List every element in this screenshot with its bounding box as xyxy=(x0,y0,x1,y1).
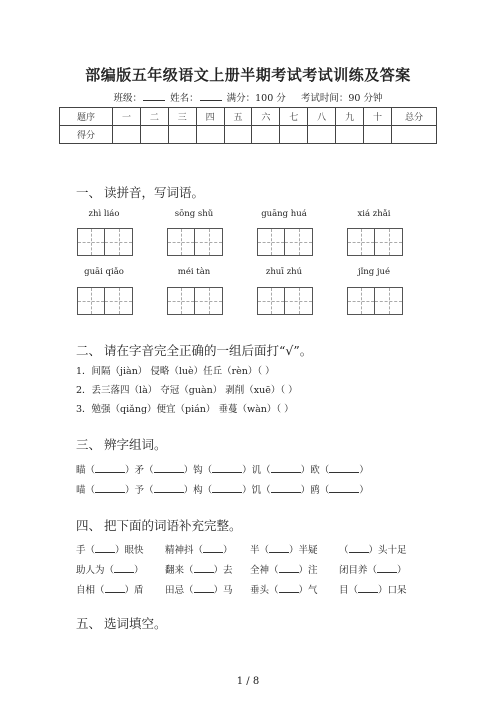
score-cell[interactable] xyxy=(336,126,364,144)
char: 构 xyxy=(193,485,203,496)
answer-blank[interactable] xyxy=(95,483,125,493)
answer-blank[interactable] xyxy=(279,563,299,573)
char: 欧 xyxy=(310,465,320,476)
idiom-text: 助人为（ xyxy=(76,565,115,576)
answer-blank[interactable] xyxy=(194,563,214,573)
score-header-cell: 三 xyxy=(168,108,196,126)
answer-blank[interactable] xyxy=(329,483,359,493)
grid-cell[interactable] xyxy=(78,229,105,255)
section-title: 请在字音完全正确的一组后面打“√”。 xyxy=(104,343,313,358)
grid-cell[interactable] xyxy=(285,288,312,314)
exam-time: 考试时间：90 分钟 xyxy=(300,93,383,104)
grid-cell[interactable] xyxy=(258,288,285,314)
question-line: 1．间隔（jiàn） 侵略（luè）任丘（rèn）（ ） xyxy=(76,366,275,377)
answer-blank[interactable] xyxy=(271,483,301,493)
answer-blank[interactable] xyxy=(329,463,359,473)
answer-blank[interactable] xyxy=(203,543,223,553)
grid-cell[interactable] xyxy=(375,229,402,255)
idiom-text: 自相（ xyxy=(76,585,105,596)
idiom-text: ） xyxy=(397,565,407,576)
section-1-heading xyxy=(76,183,204,201)
char: 予 xyxy=(134,485,145,496)
pinyin-label: méi tàn xyxy=(177,267,211,277)
section-title: 辨字组词。 xyxy=(104,437,167,452)
writing-grid[interactable] xyxy=(167,228,223,256)
grid-cell[interactable] xyxy=(195,288,222,314)
score-cell[interactable] xyxy=(364,126,392,144)
grid-cell[interactable] xyxy=(168,288,195,314)
pinyin-label: zhuī zhú xyxy=(265,267,303,277)
char: 钩 xyxy=(193,465,203,476)
answer-blank[interactable] xyxy=(279,583,299,593)
full-score: 满分：100 分 xyxy=(226,93,286,104)
answer-blank[interactable] xyxy=(269,543,289,553)
writing-grid[interactable] xyxy=(77,287,133,315)
char: 鸥 xyxy=(310,485,320,496)
section-number: 四、 xyxy=(76,518,102,533)
pinyin-label: jǐng jué xyxy=(357,267,391,277)
idiom-text: 半（ xyxy=(250,545,270,556)
exam-info xyxy=(0,90,496,104)
score-header-row xyxy=(60,108,437,126)
grid-cell[interactable] xyxy=(105,229,132,255)
char: 喵 xyxy=(76,485,86,496)
answer-blank[interactable] xyxy=(358,583,378,593)
pinyin-label: zhì liáo xyxy=(88,209,120,219)
idiom-text: ）头十足 xyxy=(368,545,407,556)
idiom-text: ）半疑 xyxy=(289,545,318,556)
idiom-text: 全神（ xyxy=(250,565,279,576)
class-blank[interactable] xyxy=(143,91,165,101)
pinyin-label: guāi qiǎo xyxy=(84,267,124,277)
grid-cell[interactable] xyxy=(348,229,375,255)
section-3-heading xyxy=(76,435,167,453)
score-header-cell: 六 xyxy=(252,108,280,126)
score-row-label: 得分 xyxy=(60,126,113,144)
score-cell[interactable] xyxy=(140,126,168,144)
answer-blank[interactable] xyxy=(271,463,301,473)
score-header-cell: 二 xyxy=(140,108,168,126)
answer-blank[interactable] xyxy=(212,463,242,473)
grid-cell[interactable] xyxy=(105,288,132,314)
name-label: 姓名： xyxy=(170,93,199,104)
answer-blank[interactable] xyxy=(114,563,134,573)
grid-cell[interactable] xyxy=(348,288,375,314)
score-header-cell: 四 xyxy=(196,108,224,126)
score-cell[interactable] xyxy=(168,126,196,144)
writing-grid[interactable] xyxy=(77,228,133,256)
section-title: 读拼音，写词语。 xyxy=(104,185,205,200)
section-2-heading xyxy=(76,341,312,359)
idiom-text: ）气 xyxy=(298,585,318,596)
score-header-cell: 一 xyxy=(113,108,141,126)
section-number: 一、 xyxy=(76,185,102,200)
idiom-item xyxy=(76,582,144,596)
idiom-text: 垂头（ xyxy=(250,585,279,596)
writing-grid[interactable] xyxy=(257,287,313,315)
grid-cell[interactable] xyxy=(195,229,222,255)
idiom-item xyxy=(76,542,144,556)
answer-blank[interactable] xyxy=(212,483,242,493)
score-header-cell: 九 xyxy=(336,108,364,126)
score-value-row xyxy=(60,126,437,144)
idiom-text: ）盾 xyxy=(124,585,144,596)
idiom-text: ） xyxy=(134,565,144,576)
idiom-text: ）眼快 xyxy=(115,545,144,556)
idiom-text: 目（ xyxy=(339,585,359,596)
char-pair-row: 瞄（ ）矛（ ）钩（ ）讥（ ）欧（ ） xyxy=(76,465,369,476)
answer-blank[interactable] xyxy=(349,543,369,553)
score-cell[interactable] xyxy=(196,126,224,144)
writing-grid[interactable] xyxy=(167,287,223,315)
score-table xyxy=(59,107,437,144)
answer-blank[interactable] xyxy=(377,563,397,573)
score-header-cell: 五 xyxy=(224,108,252,126)
idiom-item xyxy=(165,542,233,556)
section-5-heading xyxy=(76,614,167,632)
idiom-text: 精神抖（ xyxy=(165,545,204,556)
section-title: 选词填空。 xyxy=(104,616,167,631)
idiom-item xyxy=(165,582,233,596)
idiom-text: ）去 xyxy=(213,565,233,576)
pinyin-label: guāng huá xyxy=(261,209,307,219)
idiom-text: （ xyxy=(339,545,349,556)
idiom-text: 翻来（ xyxy=(165,565,194,576)
idiom-text: ） xyxy=(223,545,233,556)
class-label: 班级： xyxy=(113,93,143,104)
page-number: 1 / 8 xyxy=(236,676,260,687)
answer-blank[interactable] xyxy=(194,583,214,593)
section-title: 把下面的词语补充完整。 xyxy=(104,518,242,533)
score-header-cell: 总分 xyxy=(392,108,437,126)
idiom-text: 闭目养（ xyxy=(339,565,378,576)
writing-grid[interactable] xyxy=(347,287,403,315)
idiom-item xyxy=(250,562,318,576)
char-pair-row: 喵（ ）予（ ）构（ ）饥（ ）鸥（ ） xyxy=(76,485,369,496)
pinyin-label: xiá zhǎi xyxy=(357,209,391,219)
grid-cell[interactable] xyxy=(168,229,195,255)
char: 讥 xyxy=(251,465,262,476)
pinyin-label: sōng shǔ xyxy=(174,209,214,219)
char: 瞄 xyxy=(76,465,86,476)
section-number: 五、 xyxy=(76,616,102,631)
grid-cell[interactable] xyxy=(78,288,105,314)
section-number: 二、 xyxy=(76,343,102,358)
section-number: 三、 xyxy=(76,437,102,452)
answer-blank[interactable] xyxy=(154,483,184,493)
idiom-item xyxy=(165,562,233,576)
score-cell[interactable] xyxy=(252,126,280,144)
idiom-item xyxy=(339,582,407,596)
grid-cell[interactable] xyxy=(285,229,312,255)
answer-blank[interactable] xyxy=(154,463,184,473)
name-blank[interactable] xyxy=(200,91,222,101)
idiom-text: ）口呆 xyxy=(378,585,407,596)
idiom-item xyxy=(250,582,318,596)
score-header-cell: 七 xyxy=(280,108,308,126)
idiom-text: ）注 xyxy=(298,565,318,576)
grid-cell[interactable] xyxy=(258,229,285,255)
idiom-text: 田忌（ xyxy=(165,585,194,596)
score-cell[interactable] xyxy=(224,126,252,144)
score-cell[interactable] xyxy=(280,126,308,144)
char: 矛 xyxy=(134,465,145,476)
idiom-item xyxy=(339,542,407,556)
score-header-cell: 题序 xyxy=(60,108,113,126)
writing-grid[interactable] xyxy=(257,228,313,256)
score-header-cell: 十 xyxy=(364,108,392,126)
score-header-cell: 八 xyxy=(308,108,336,126)
answer-blank[interactable] xyxy=(95,543,115,553)
writing-grid[interactable] xyxy=(347,228,403,256)
answer-blank[interactable] xyxy=(105,583,125,593)
page-title: 部编版五年级语文上册半期考试考试训练及答案 xyxy=(85,66,411,84)
question-line: 3．勉强（qiǎng）便宜（pián） 垂蔓（wàn）（ ） xyxy=(76,404,294,415)
idiom-item xyxy=(76,562,144,576)
idiom-item xyxy=(339,562,407,576)
score-cell[interactable] xyxy=(308,126,336,144)
answer-blank[interactable] xyxy=(95,463,125,473)
score-cell[interactable] xyxy=(392,126,437,144)
idiom-item xyxy=(250,542,318,556)
idiom-text: 手（ xyxy=(76,545,96,556)
question-line: 2．丢三落四（là） 夺冠（guàn） 剥削（xuē）（ ） xyxy=(76,385,298,396)
char: 饥 xyxy=(251,485,262,496)
idiom-text: ）马 xyxy=(213,585,233,596)
score-cell[interactable] xyxy=(113,126,141,144)
grid-cell[interactable] xyxy=(375,288,402,314)
section-4-heading xyxy=(76,516,242,534)
